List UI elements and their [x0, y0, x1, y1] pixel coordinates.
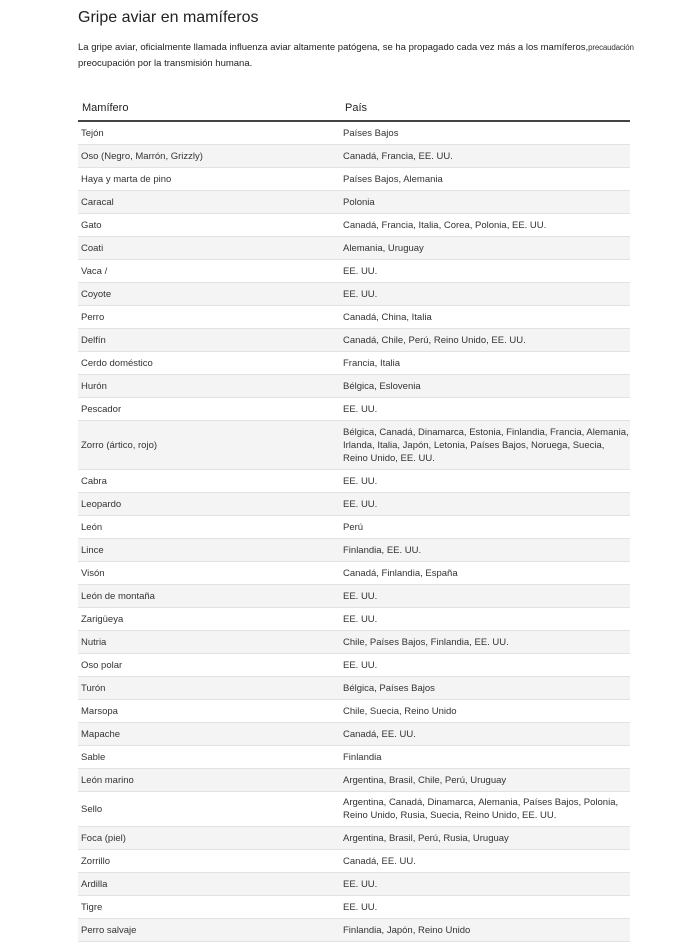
country-cell: Finlandia, Japón, Reino Unido	[341, 919, 630, 942]
country-cell: Países Bajos	[341, 121, 630, 145]
country-cell: EE. UU.	[341, 873, 630, 896]
country-cell: Polonia	[341, 191, 630, 214]
page-title: Gripe aviar en mamíferos	[78, 9, 259, 26]
table-row	[78, 168, 630, 191]
table-row	[78, 191, 630, 214]
country-cell: Canadá, Francia, EE. UU.	[341, 145, 630, 168]
country-cell: Finlandia, EE. UU.	[341, 539, 630, 562]
header-mammal: Mamífero	[78, 96, 341, 121]
table-row	[78, 792, 630, 827]
table-row	[78, 237, 630, 260]
country-cell: Canadá, EE. UU.	[341, 723, 630, 746]
intro-paragraph	[78, 40, 638, 72]
country-cell: Canadá, China, Italia	[341, 306, 630, 329]
mammal-cell: Zorrillo	[78, 850, 341, 873]
mammal-cell: Oso (Negro, Marrón, Grizzly)	[78, 145, 341, 168]
mammal-cell: Ardilla	[78, 873, 341, 896]
country-cell: Canadá, Chile, Perú, Reino Unido, EE. UU.	[341, 329, 630, 352]
country-cell: EE. UU.	[341, 608, 630, 631]
mammal-cell: Zarigüeya	[78, 608, 341, 631]
mammal-cell: Pescador	[78, 398, 341, 421]
country-cell: EE. UU.	[341, 585, 630, 608]
country-cell: EE. UU.	[341, 896, 630, 919]
table-row	[78, 352, 630, 375]
mammal-cell: Hurón	[78, 375, 341, 398]
table-row	[78, 873, 630, 896]
country-cell: Argentina, Brasil, Perú, Rusia, Uruguay	[341, 827, 630, 850]
mammal-cell: Perro salvaje	[78, 919, 341, 942]
table-row	[78, 585, 630, 608]
mammal-cell: Leopardo	[78, 493, 341, 516]
mammal-cell: Mapache	[78, 723, 341, 746]
country-cell: EE. UU.	[341, 493, 630, 516]
table-row	[78, 539, 630, 562]
country-cell: Bélgica, Países Bajos	[341, 677, 630, 700]
mammal-cell: Tigre	[78, 896, 341, 919]
mammal-cell: León de montaña	[78, 585, 341, 608]
table-row	[78, 631, 630, 654]
mammal-cell: Caracal	[78, 191, 341, 214]
mammals-table	[78, 96, 630, 942]
table-row	[78, 306, 630, 329]
table-row	[78, 516, 630, 539]
table-row	[78, 470, 630, 493]
mammal-cell: Cerdo doméstico	[78, 352, 341, 375]
table-row	[78, 850, 630, 873]
intro-text: La gripe aviar, oficialmente llamada influenza aviar altamente patógena, se ha propagado cada vez más a los mamíferos,	[78, 42, 589, 53]
mammal-cell: Zorro (ártico, rojo)	[78, 421, 341, 470]
mammal-cell: Marsopa	[78, 700, 341, 723]
mammal-cell: Visón	[78, 562, 341, 585]
table-row	[78, 145, 630, 168]
table-row	[78, 827, 630, 850]
table-row	[78, 260, 630, 283]
country-cell: Canadá, Finlandia, España	[341, 562, 630, 585]
mammal-cell: Gato	[78, 214, 341, 237]
mammal-cell: León marino	[78, 769, 341, 792]
table-row	[78, 769, 630, 792]
mammal-cell: Perro	[78, 306, 341, 329]
table-row	[78, 700, 630, 723]
table-header-row	[78, 96, 630, 121]
mammal-cell: Coyote	[78, 283, 341, 306]
table-row	[78, 562, 630, 585]
table-body	[78, 121, 630, 942]
mammal-cell: Lince	[78, 539, 341, 562]
mammal-cell: Delfín	[78, 329, 341, 352]
country-cell: Perú	[341, 516, 630, 539]
mammal-cell: Cabra	[78, 470, 341, 493]
table-row	[78, 398, 630, 421]
table-row	[78, 493, 630, 516]
table-row	[78, 121, 630, 145]
country-cell: Argentina, Canadá, Dinamarca, Alemania, Países Bajos, Polonia, Reino Unido, Rusia, Suecia, Reino Unido, EE. UU.	[341, 792, 630, 827]
table-row	[78, 421, 630, 470]
mammal-cell: Vaca /	[78, 260, 341, 283]
country-cell: EE. UU.	[341, 470, 630, 493]
table-row	[78, 746, 630, 769]
mammal-cell: Sello	[78, 792, 341, 827]
table-row	[78, 723, 630, 746]
mammal-cell: León	[78, 516, 341, 539]
table-row	[78, 214, 630, 237]
mammal-cell: Coati	[78, 237, 341, 260]
mammal-cell: Haya y marta de pino	[78, 168, 341, 191]
table-row	[78, 677, 630, 700]
table-row	[78, 329, 630, 352]
country-cell: Alemania, Uruguay	[341, 237, 630, 260]
country-cell: EE. UU.	[341, 398, 630, 421]
table-row	[78, 896, 630, 919]
mammal-cell: Nutria	[78, 631, 341, 654]
country-cell: EE. UU.	[341, 283, 630, 306]
country-cell: EE. UU.	[341, 260, 630, 283]
mammal-cell: Turón	[78, 677, 341, 700]
table-row	[78, 608, 630, 631]
country-cell: Canadá, EE. UU.	[341, 850, 630, 873]
country-cell: Bélgica, Canadá, Dinamarca, Estonia, Finlandia, Francia, Alemania, Irlanda, Italia, Japón, Letonia, Países Bajos, Noruega, Suecia, Reino Unido, EE. UU.	[341, 421, 630, 470]
country-cell: Argentina, Brasil, Chile, Perú, Uruguay	[341, 769, 630, 792]
table-row	[78, 919, 630, 942]
country-cell: Canadá, Francia, Italia, Corea, Polonia, EE. UU.	[341, 214, 630, 237]
mammal-cell: Oso polar	[78, 654, 341, 677]
mammal-cell: Tejón	[78, 121, 341, 145]
country-cell: Chile, Países Bajos, Finlandia, EE. UU.	[341, 631, 630, 654]
header-country: País	[341, 96, 630, 121]
table-row	[78, 654, 630, 677]
mammal-cell: Sable	[78, 746, 341, 769]
intro-note: precaudación	[588, 43, 634, 52]
intro-tail: preocupación por la transmisión humana.	[78, 58, 253, 69]
country-cell: Finlandia	[341, 746, 630, 769]
country-cell: EE. UU.	[341, 654, 630, 677]
country-cell: Chile, Suecia, Reino Unido	[341, 700, 630, 723]
mammal-cell: Foca (piel)	[78, 827, 341, 850]
country-cell: Francia, Italia	[341, 352, 630, 375]
table-row	[78, 375, 630, 398]
table-row	[78, 283, 630, 306]
country-cell: Bélgica, Eslovenia	[341, 375, 630, 398]
country-cell: Países Bajos, Alemania	[341, 168, 630, 191]
